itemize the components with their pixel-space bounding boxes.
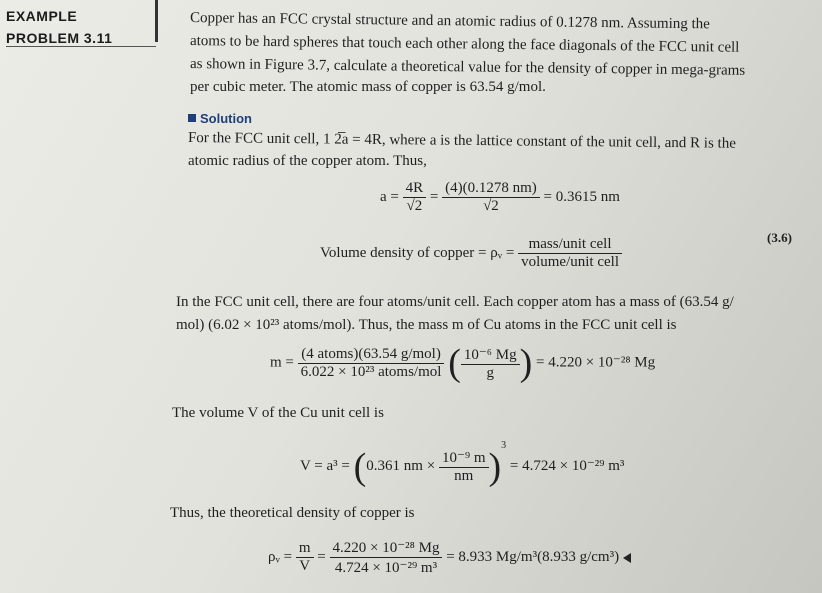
fraction-mass-over-volume-values: $\frac{\text{4.220 × 10⁻²⁸ Mg}}{\text{4.724 × 10⁻²⁹ m³}}$ [330, 538, 443, 577]
solution-heading: Solution [188, 111, 252, 126]
left-paren: ( [353, 445, 367, 488]
paragraph-atoms-line-1: In the FCC unit cell, there are four atoms/unit cell. Each copper atom has a mass of (63.54 g/ [176, 294, 734, 310]
solution-intro-line-1: For the FCC unit cell, 1 2̅a = 4R, where a is the lattice constant of the unit cell, and R is the [187, 130, 736, 152]
fraction-m-over-v: $\frac{m}{V}$ [296, 540, 314, 575]
problem-number-label: PROBLEM 3.11 [6, 30, 113, 46]
fraction-mg-per-g: $\frac{\text{10⁻⁶ Mg}}{g}$ [461, 345, 520, 382]
square-bullet-icon [188, 114, 196, 122]
equation-volume-density: Volume density of copper = ρᵥ = $\frac{\text{mass/unit cell}}{\text{volume/unit cell}}$ [320, 236, 622, 271]
problem-line-2: atoms to be hard spheres that touch each other along the face diagonals of the FCC unit cell [189, 33, 740, 56]
problem-line-1: Copper has an FCC crystal structure and an atomic radius of 0.1278 nm. Assuming the [189, 10, 710, 33]
problem-line-3: as shown in Figure 3.7, calculate a theoretical value for the density of copper in mega-grams [189, 56, 746, 79]
problem-line-4: per cubic meter. The atomic mass of copper is 63.54 g/mol. [190, 79, 546, 95]
paragraph-density: Thus, the theoretical density of copper is [170, 505, 415, 521]
density-result: = 8.933 Mg/m³(8.933 g/cm³) [446, 548, 620, 565]
equation-lattice-constant: a = $\frac{4R}{√2}$ = $\frac{(4)(0.1278 nm)}{√2}$ = 0.3615 nm [380, 180, 620, 214]
equation-density: ρᵥ = $\frac{m}{V}$ = $\frac{\text{4.220 × 10⁻²⁸ Mg}}{\text{4.724 × 10⁻²⁹ m³}}$ = 8.933 Mg/m³(8.933 g/cm³) [268, 538, 631, 577]
right-paren: ) [488, 445, 502, 488]
equation-mass: m = $\frac{\text{(4 atoms)(63.54 g/mol)}}{\text{6.022 × 10²³ atoms/mol}}$ ( $\frac{\text{10⁻⁶ Mg}}{g}$ ) = 4.220 × 10⁻²⁸ Mg [270, 342, 656, 384]
volume-result: = 4.724 × 10⁻²⁹ m³ [509, 458, 625, 474]
left-paren: ( [448, 342, 461, 384]
fraction-atoms-mass: $\frac{\text{(4 atoms)(63.54 g/mol)}}{\text{6.022 × 10²³ atoms/mol}}$ [298, 346, 445, 381]
example-label: EXAMPLE [6, 8, 78, 24]
label-divider [6, 46, 156, 47]
fraction-radius-over-root2: $\frac{(4)(0.1278 nm)}{√2}$ [442, 180, 540, 215]
paragraph-atoms-line-2: mol) (6.02 × 10²³ atoms/mol). Thus, the mass m of Cu atoms in the FCC unit cell is [176, 317, 677, 333]
lattice-constant-result: = 0.3615 nm [543, 188, 620, 205]
vertical-rule [155, 0, 158, 42]
equation-volume: V = a³ = (0.361 nm × $\frac{\text{10⁻⁹ m}}{nm}$ )$^3$ = 4.724 × 10⁻²⁹ m³ [300, 440, 625, 488]
right-paren: ) [519, 342, 533, 384]
equation-number: (3.6) [767, 230, 792, 245]
end-marker-icon [623, 553, 631, 563]
mass-result: = 4.220 × 10⁻²⁸ Mg [535, 354, 656, 371]
fraction-4r-over-root2: $\frac{4R}{√2}$ [403, 180, 427, 215]
paragraph-volume: The volume V of the Cu unit cell is [172, 405, 384, 421]
solution-intro-line-2: atomic radius of the copper atom. Thus, [188, 153, 427, 169]
fraction-m-per-nm: $\frac{\text{10⁻⁹ m}}{nm}$ [439, 448, 489, 485]
fraction-mass-over-volume: $\frac{\text{mass/unit cell}}{\text{volume/unit cell}}$ [518, 236, 622, 271]
example-label-block [0, 0, 165, 62]
